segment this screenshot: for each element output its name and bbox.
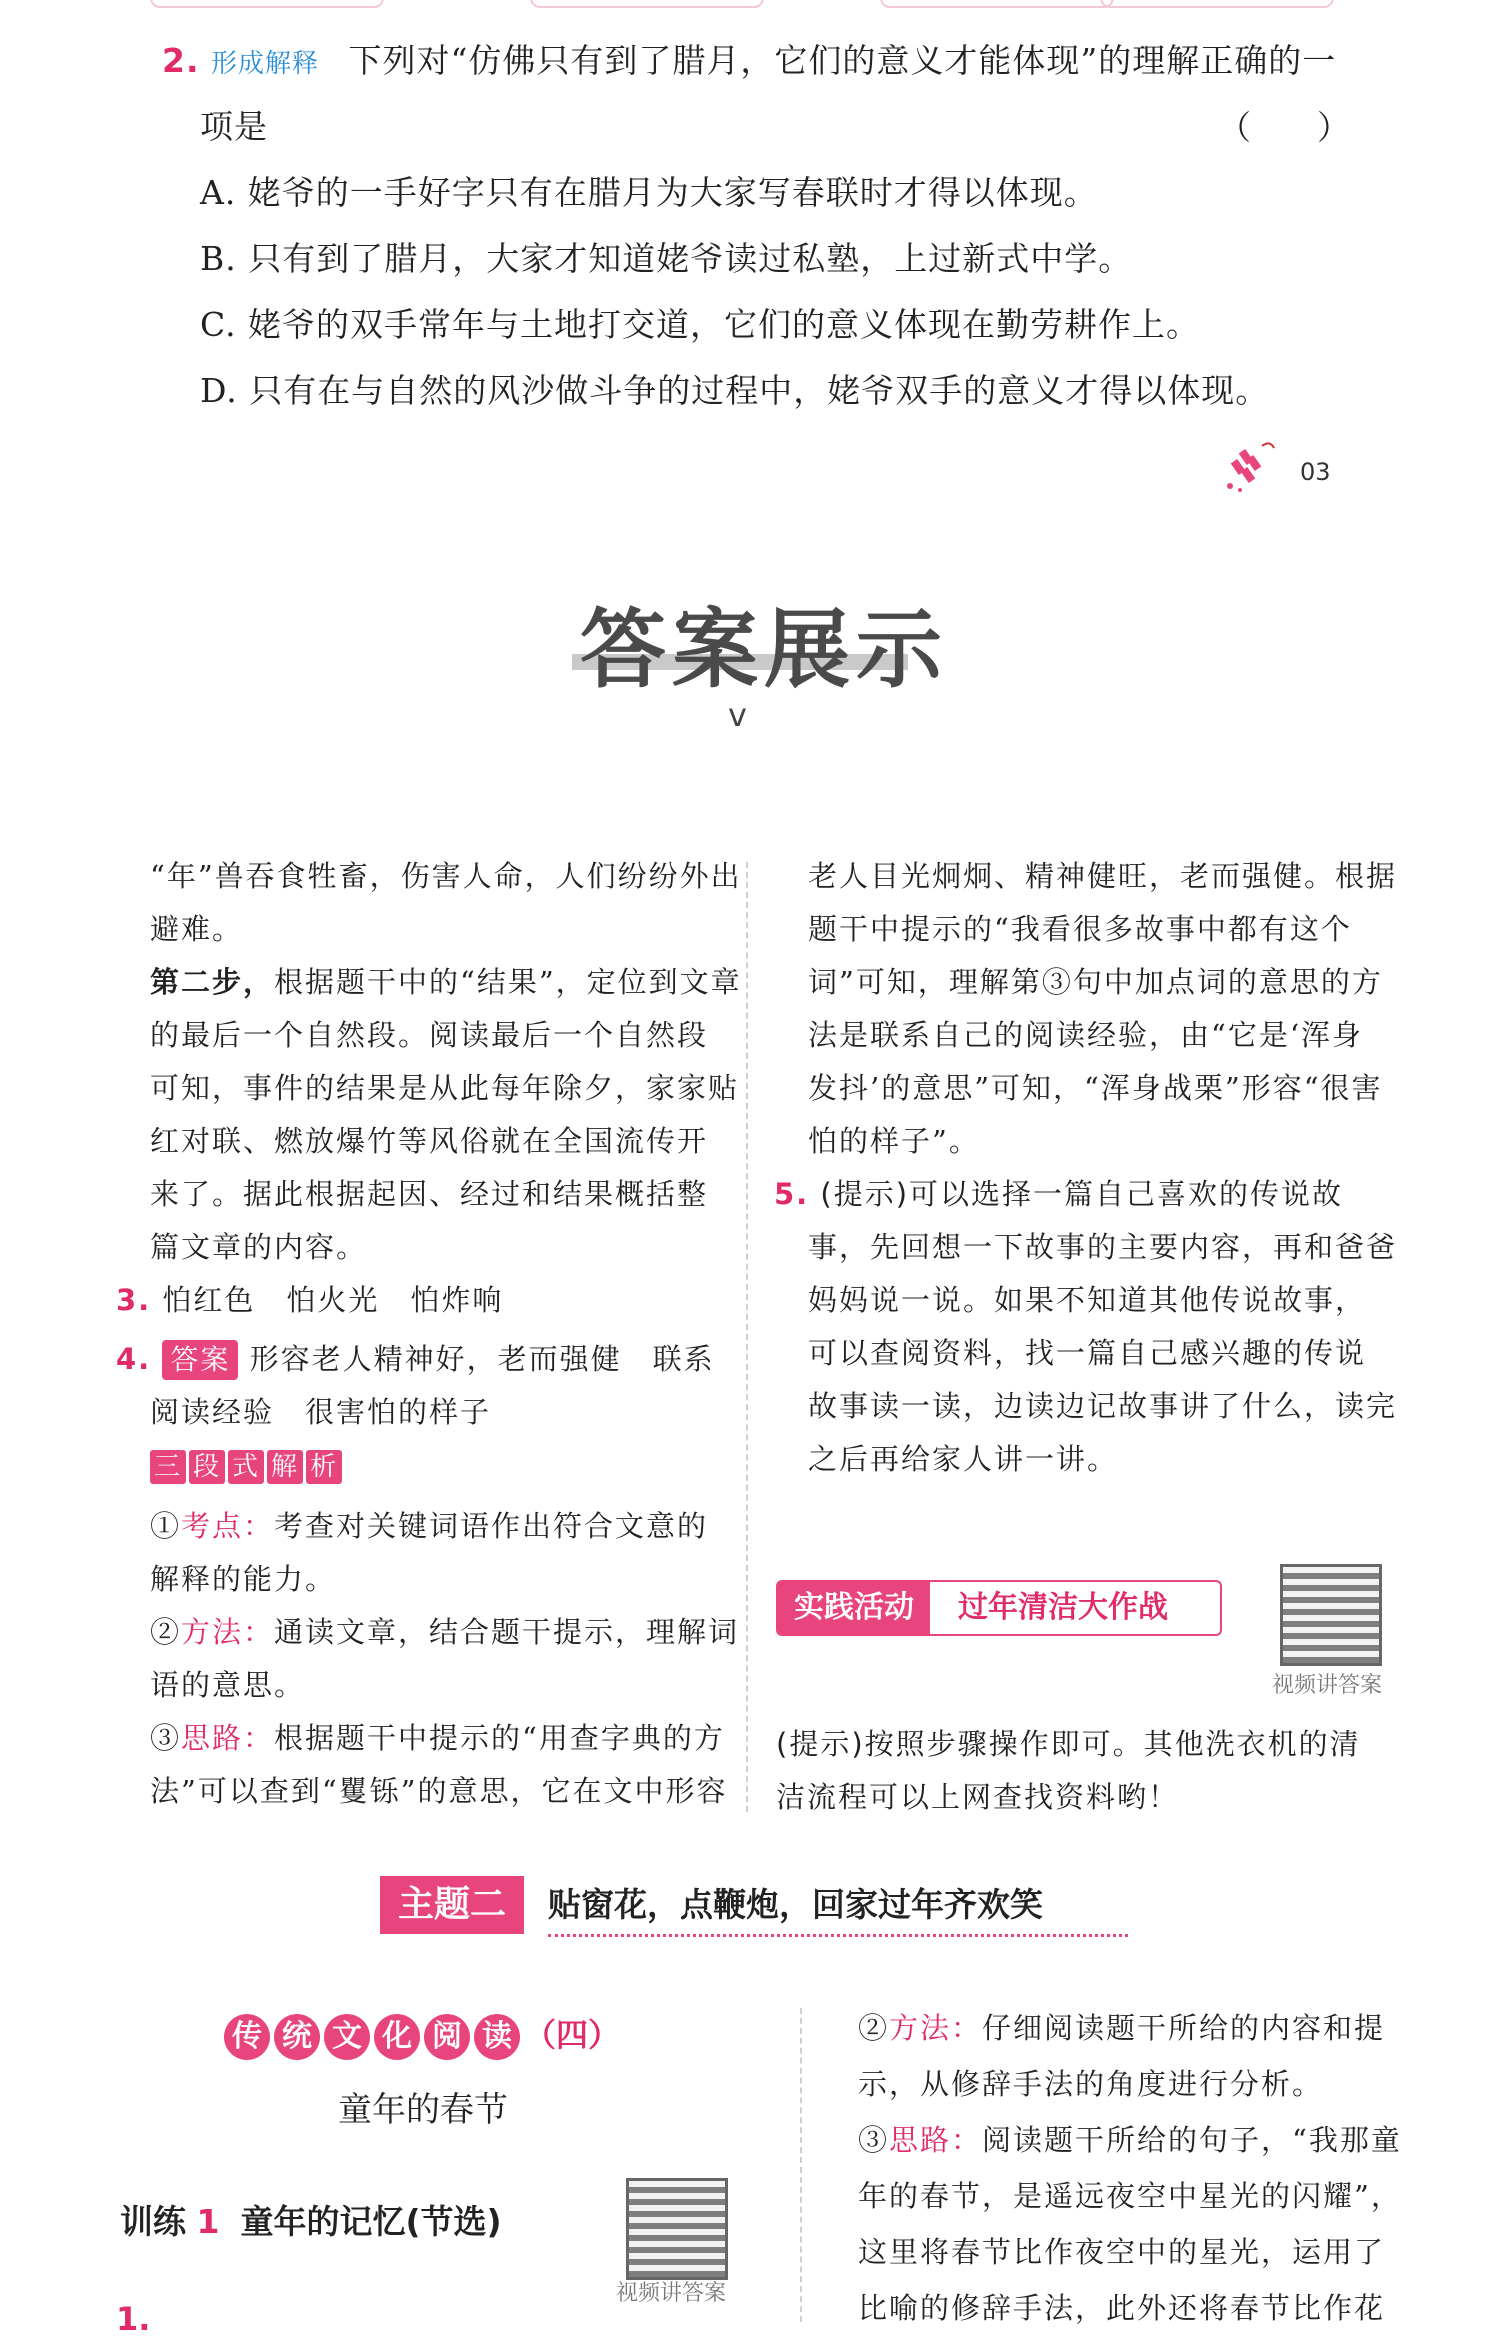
text-line: 怕的样子”。 [808,1124,980,1158]
step2-label: 第二步， [150,965,275,999]
q4-answer-line2: 阅读经验 很害怕的样子 [150,1395,492,1429]
section-subtitle: 童年的春节 [338,2090,508,2130]
page-number: 03 [1300,458,1331,486]
firecracker-icon [1222,436,1282,496]
q4-answer: 4. 答案 形容老人精神好，老而强健 联系 [116,1333,730,1386]
series-title: 传 统 文 化 阅 读 （四） [224,2010,620,2060]
top-tab [530,0,764,8]
qr-caption: 视频讲答案 [616,2281,727,2306]
practice-activity-banner [776,1580,1222,1636]
text-line: 比喻的修辞手法，此外还将春节比作花 [858,2291,1386,2325]
text-line: 避难。 [150,912,244,946]
activity-label: 实践活动 [778,1582,930,1634]
text-line: “年”兽吞食牲畜，伤害人命，人们纷纷外出 [150,859,742,893]
text-line: 发抖’的意思”可知，“浑身战栗”形容“很害 [808,1071,1383,1105]
question-2-stem-line2: 项是 [200,107,268,146]
text-line: 题干中提示的“我看很多故事中都有这个 [808,912,1352,946]
answer-bracket: （ ） [1218,108,1350,147]
text-line: 解释的能力。 [150,1562,337,1596]
text-line: 的最后一个自然段。阅读最后一个自然段 [150,1018,709,1052]
activity-title: 过年清洁大作战 [958,1590,1168,1625]
column-divider [746,862,748,1812]
q3-answer: 3. 怕红色 怕火光 怕炸响 [116,1283,504,1317]
option-a: A. 姥爷的一手好字只有在腊月为大家写春联时才得以体现。 [200,173,1098,212]
text-line: 年的春节，是遥远夜空中星光的闪耀”， [858,2179,1402,2213]
top-tab [150,0,384,8]
option-d: D. 只有在与自然的风沙做斗争的过程中，姥爷双手的意义才得以体现。 [200,371,1270,410]
analysis-point-2: ②方法：仔细阅读题干所给的内容和提 [858,2011,1386,2045]
right-column [774,850,1408,1486]
theme-badge: 主题二 [380,1876,524,1934]
qr-code-icon[interactable] [1280,1564,1382,1666]
analysis-point-3: ③思路：阅读题干所给的句子，“我那童 [858,2123,1402,2157]
text-line: 红对联、燃放爆竹等风俗就在全国流传开 [150,1124,709,1158]
theme-title: 贴窗花，点鞭炮，回家过年齐欢笑 [548,1876,1128,1937]
text-line: 洁流程可以上网查找资料哟！ [776,1780,1180,1814]
text-line: 之后再给家人讲一讲。 [808,1442,1119,1476]
top-tab [880,0,1114,8]
text-line: 法是联系自己的阅读经验，由“它是‘浑身 [808,1018,1364,1052]
series-number: （四） [524,2016,621,2054]
text-line: 老人目光炯炯、精神健旺，老而强健。根据 [808,859,1398,893]
text-line: 法”可以查到“矍铄”的意思，它在文中形容 [150,1774,728,1808]
text-line: 妈妈说一说。如果不知道其他传说故事， [808,1283,1367,1317]
text-line: 第二步，根据题干中的“结果”，定位到文章 [150,965,742,999]
analysis-point-3: ③思路：根据题干中提示的“用查字典的方 [150,1721,725,1755]
analysis-tag: 三 段 式 解 析 [150,1439,730,1492]
text-line: 事，先回想一下故事的主要内容，再和爸爸 [808,1230,1398,1264]
text-line: 示，从修辞手法的角度进行分析。 [858,2067,1324,2101]
question-number: 2. [162,41,200,80]
q5-answer: 5. (提示)可以选择一篇自己喜欢的传说故 [774,1177,1344,1211]
text-line: (提示)按照步骤操作即可。其他洗衣机的清 [776,1727,1361,1761]
analysis-point-1: ①考点：考查对关键词语作出符合文意的 [150,1509,709,1543]
qr-code-icon[interactable] [626,2178,728,2280]
text-line: 语的意思。 [150,1668,306,1702]
text-line: 来了。据此根据起因、经过和结果概括整 [150,1177,709,1211]
left-column [116,850,742,1818]
top-tab [1100,0,1334,8]
question-stem-line1: 下列对“仿佛只有到了腊月，它们的意义才能体现”的理解正确的一 [348,41,1337,80]
text-line: 故事读一读，边读边记故事讲了什么，读完 [808,1389,1398,1423]
text-line: 可知，事件的结果是从此每年除夕，家家贴 [150,1071,740,1105]
training-heading: 训练 1 童年的记忆(节选) [120,2202,502,2241]
text-line: 可以查阅资料，找一篇自己感兴趣的传说 [808,1336,1367,1370]
question-number: 1. [116,2300,151,2338]
activity-text [776,1718,1416,1824]
text-line: 词”可知，理解第③句中加点词的意思的方 [808,965,1383,999]
option-c: C. 姥爷的双手常年与土地打交道，它们的意义体现在勤劳耕作上。 [200,305,1201,344]
qr-caption: 视频讲答案 [1272,1673,1383,1698]
option-b: B. 只有到了腊月，大家才知道姥爷读过私塾，上过新式中学。 [200,239,1133,278]
question-2-stem [162,28,1336,97]
page-title: 答案展示 [580,600,948,700]
analysis-point-2: ②方法：通读文章，结合题干提示，理解词 [150,1615,740,1649]
column-divider [800,2008,802,2322]
answer-tag: 答案 [162,1340,238,1380]
top-tab-strip [150,0,1350,6]
text-line: 这里将春节比作夜空中的星光，运用了 [858,2235,1386,2269]
question-tag: 形成解释 [211,49,320,79]
text-line: 篇文章的内容。 [150,1230,368,1264]
bottom-right-column [858,2000,1458,2336]
chevron-down-icon: v [728,696,747,734]
